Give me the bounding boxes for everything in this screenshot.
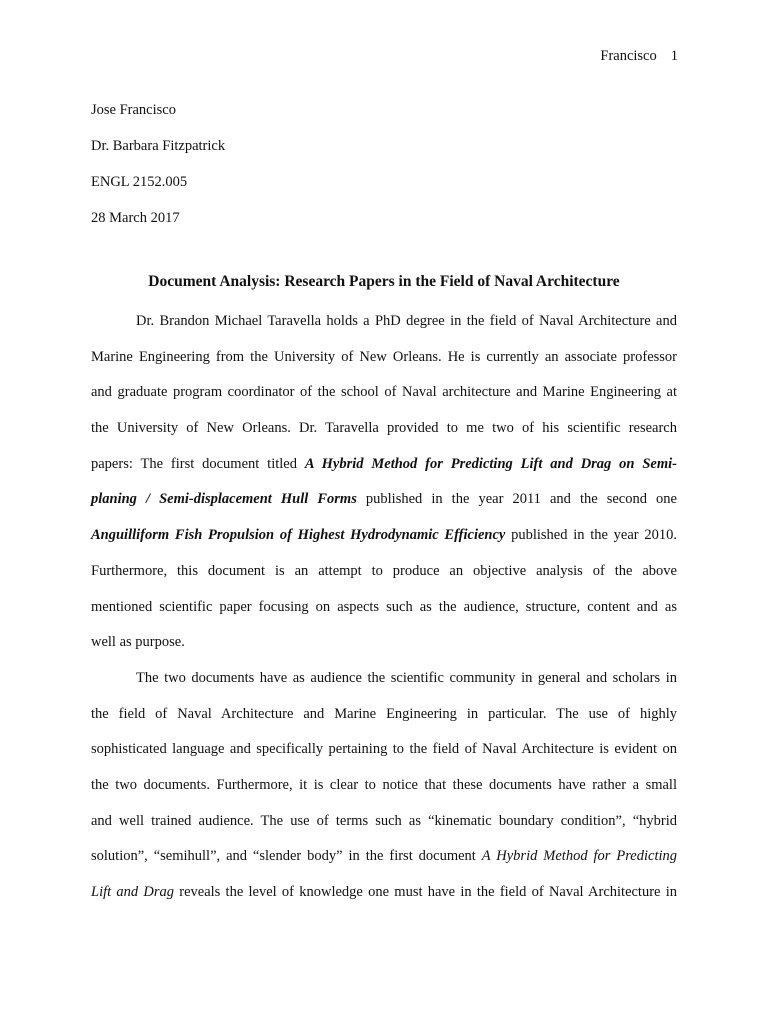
line-text: reveals the level of knowledge one must have in the field of Naval Architecture in bbox=[174, 884, 677, 900]
student-name: Jose Francisco bbox=[91, 102, 176, 118]
running-head bbox=[600, 48, 678, 65]
paper-title-emphasis: planing / Semi-displacement Hull Forms bbox=[91, 491, 357, 508]
submission-date: 28 March 2017 bbox=[91, 210, 180, 226]
instructor-name: Dr. Barbara Fitzpatrick bbox=[91, 138, 226, 154]
line-text: published in the year 2011 and the second one bbox=[356, 491, 677, 508]
document-body bbox=[91, 304, 677, 911]
paragraph-2-line: The two documents have as audience the scientific community in general and scholars in bbox=[136, 669, 677, 686]
paragraph-1-line bbox=[91, 518, 677, 554]
paragraph-2-line: the two documents. Furthermore, it is clear to notice that these documents have rather a small bbox=[91, 776, 677, 793]
paper-title-emphasis: Lift and Drag bbox=[91, 884, 174, 900]
paper-title-emphasis: A Hybrid Method for Predicting Lift and Drag on Semi- bbox=[304, 455, 677, 472]
paragraph-1-line: the University of New Orleans. Dr. Taravella provided to me two of his scientific research bbox=[91, 420, 677, 437]
paragraph-1-line bbox=[91, 482, 677, 518]
paper-title-emphasis: Anguilliform Fish Propulsion of Highest Hydrodynamic Efficiency bbox=[91, 527, 506, 544]
paragraph-1-line: mentioned scientific paper focusing on aspects such as the audience, structure, content and as bbox=[91, 598, 677, 615]
running-head-author: Francisco bbox=[600, 48, 657, 64]
paragraph-1-line bbox=[91, 447, 677, 483]
document-title: Document Analysis: Research Papers in the Field of Naval Architecture bbox=[148, 273, 620, 290]
paragraph-2-line: sophisticated language and specifically pertaining to the field of Naval Architecture is evident on bbox=[91, 741, 677, 758]
line-text: papers: The first document titled bbox=[91, 455, 305, 472]
paragraph-2-line: and well trained audience. The use of terms such as “kinematic boundary condition”, “hybrid bbox=[91, 812, 677, 829]
course-code: ENGL 2152.005 bbox=[91, 174, 188, 190]
paragraph-1-line: Dr. Brandon Michael Taravella holds a PhD degree in the field of Naval Architecture and bbox=[136, 313, 677, 329]
paragraph-1-line: well as purpose. bbox=[91, 634, 185, 651]
line-text: published in the year 2010. bbox=[505, 527, 677, 544]
paragraph-1-line: Furthermore, this document is an attempt to produce an objective analysis of the above bbox=[91, 562, 677, 579]
mla-heading bbox=[91, 92, 681, 236]
paragraph-1-line: Marine Engineering from the University of New Orleans. He is currently an associate professor bbox=[91, 348, 677, 365]
paragraph-2-line bbox=[91, 875, 677, 911]
paragraph-2-line bbox=[91, 839, 677, 875]
line-text: solution”, “semihull”, and “slender body” in the first document bbox=[91, 848, 482, 865]
page-number: 1 bbox=[670, 48, 678, 64]
paragraph-2-line: the field of Naval Architecture and Marine Engineering in particular. The use of highly bbox=[91, 705, 677, 722]
paragraph-1-line: and graduate program coordinator of the school of Naval architecture and Marine Engineering at bbox=[91, 384, 677, 401]
paper-title-emphasis: A Hybrid Method for Predicting bbox=[481, 848, 677, 865]
